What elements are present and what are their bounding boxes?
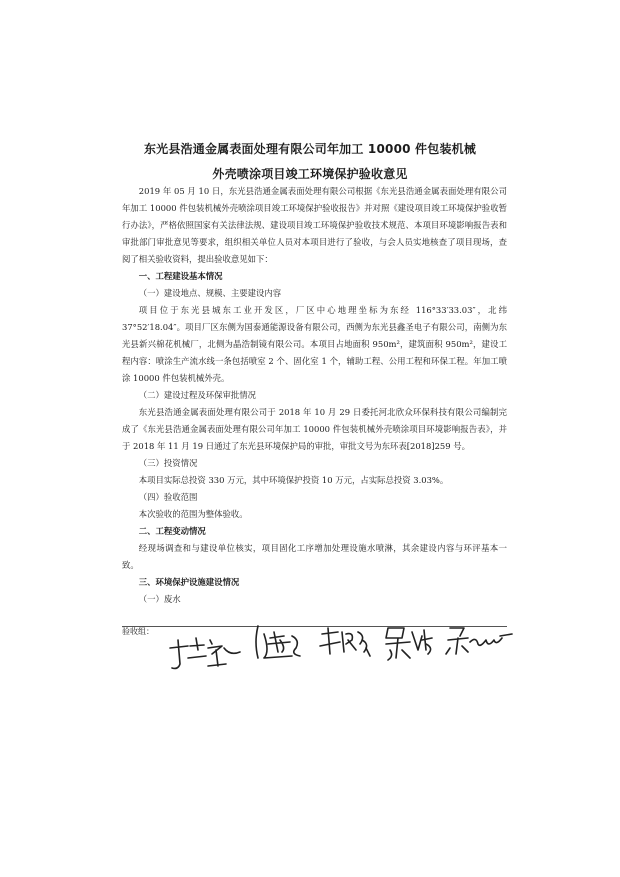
section-heading: 三、环境保护设施建设情况 — [138, 577, 240, 587]
section-heading: 一、工程建设基本情况 — [138, 271, 223, 281]
section-heading: 二、工程变动情况 — [138, 526, 206, 536]
signature-5 — [446, 628, 512, 654]
subsection-heading: （四）验收范围 — [138, 492, 198, 502]
signature-2 — [256, 626, 300, 658]
signature-label: 验收组： — [122, 627, 154, 636]
subsection-heading: （一）废水 — [138, 594, 181, 604]
paragraph: 项目位于东光县城东工业开发区，厂区中心地理坐标为东经 116°33′33.03″，北纬 37°52′18.04″。项目厂区东侧为国泰通能源设备有限公司，西侧为东光县鑫圣电子有限公司，南侧为东光县新兴棉花机械厂，北侧为晶浩制镜有限公司。本项目占地面积 950m²，建筑面积 950m²，建设工程内容：喷涂生产流水线一条包括喷室 2 个、固化室 1 个，辅助工程、公用工程和环保工程。年加工喷涂 10000 件包装机械外壳。 — [122, 305, 507, 383]
paragraph: 本次验收的范围为整体验收。 — [138, 509, 248, 519]
document-body — [122, 183, 507, 608]
document-title-line-2: 外壳喷涂项目竣工环境保护验收意见 — [212, 167, 408, 181]
signature-4 — [386, 628, 432, 660]
signatures-svg — [160, 618, 520, 678]
paragraph: 本项目实际总投资 330 万元，其中环境保护投资 10 万元，占实际总投资 3.03%。 — [138, 475, 449, 485]
signature-1 — [170, 638, 240, 669]
paragraph: 2019 年 05 月 10 日，东光县浩通金属表面处理有限公司根据《东光县浩通金属表面处理有限公司年加工 10000 件包装机械外壳喷涂项目竣工环境保护验收报告》并对照《建设项目竣工环境保护验收暂行办法》，严格依照国家有关法律法规、建设项目竣工环境保护验收技术规范、本项目环境影响报告表和审批部门审批意见等要求，组织相关单位人员对本项目进行了验收，与会人员实地核查了项目现场，查阅了相关验收资料，提出验收意见如下： — [122, 186, 507, 264]
paragraph: 经现场调查和与建设单位核实，项目固化工序增加处理设施水喷淋，其余建设内容与环评基本一致。 — [122, 543, 507, 570]
handwritten-signatures — [160, 618, 520, 678]
subsection-heading: （一）建设地点、规模、主要建设内容 — [138, 288, 282, 298]
paragraph: 东光县浩通金属表面处理有限公司于 2018 年 10 月 29 日委托河北欣众环保科技有限公司编制完成了《东光县浩通金属表面处理有限公司年加工 10000 件包装机械外壳喷涂项目环境影响报告表》，并于 2018 年 11 月 19 日通过了东光县环境保护局的审批，审批文号为东环表[2018]259 号。 — [122, 407, 507, 451]
subsection-heading: （三）投资情况 — [138, 458, 198, 468]
document-title-line-1: 东光县浩通金属表面处理有限公司年加工 10000 件包装机械 — [143, 142, 477, 156]
signature-3 — [320, 628, 370, 656]
subsection-heading: （二）建设过程及环保审批情况 — [138, 390, 257, 400]
